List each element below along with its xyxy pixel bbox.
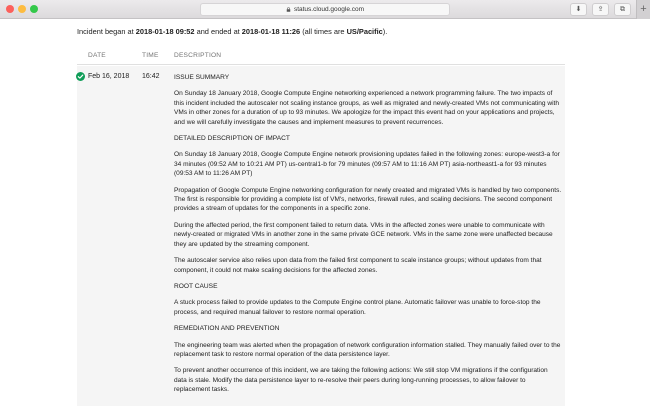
address-bar[interactable] xyxy=(200,3,450,16)
tz-prefix: (all times are xyxy=(300,27,347,36)
table-row xyxy=(77,66,565,406)
incident-updates-table xyxy=(77,43,565,406)
intro-prefix: Incident began at xyxy=(77,27,136,36)
update-time: 16:42 xyxy=(142,73,160,80)
heading-root-cause: ROOT CAUSE xyxy=(174,282,218,290)
remediation-text: The engineering team was alerted when the propagation of network configuration information stalled. They manually failed over to the replacement task to restore normal operation of the data persistence layer. xyxy=(174,341,561,358)
zoom-window-button[interactable] xyxy=(30,5,38,13)
new-tab-button[interactable] xyxy=(636,0,650,19)
issue-summary-text: On Sunday 18 January 2018, Google Compute Engine networking experienced a network programming failure. The two impacts of this incident included the autoscaler not scaling instance groups, as well as migrated and newly-created VMs not communicating with VMs in other zones for a duration of up to 93 minutes. We apologize for the impact this event had on your applications and projects, and we will carefully investigate the causes and implement measures to prevent recurrences. xyxy=(174,90,560,126)
minimize-window-button[interactable] xyxy=(18,5,26,13)
share-button[interactable] xyxy=(592,3,609,16)
heading-issue-summary: ISSUE SUMMARY xyxy=(174,74,230,81)
heading-detailed-impact: DETAILED DESCRIPTION OF IMPACT xyxy=(174,135,290,143)
table-header xyxy=(77,43,565,65)
tz-suffix: ). xyxy=(382,27,388,36)
propagation-text: Propagation of Google Compute Engine networking configuration for newly created and migrated VMs is handled by two components. The first is responsible for providing a complete list of VM's, networks, firewall rules, and scaling decisions. The second component provides a stream of updates for the components in a specific zone. xyxy=(174,186,562,213)
incident-start: 2018-01-18 09:52 xyxy=(135,27,195,36)
header-time: TIME xyxy=(142,52,159,59)
download-button[interactable] xyxy=(570,3,587,16)
check-circle-icon xyxy=(76,72,85,81)
show-tabs-button[interactable] xyxy=(614,3,631,16)
affected-period-text: During the affected period, the first component failed to return data. VMs in the affected zones were unable to communicate with newly-created or migrated VMs in another zone in the same private GCE network. VMs in the same zone were unaffected because they are updated by the streaming component. xyxy=(174,221,553,248)
page-content xyxy=(0,19,650,406)
heading-remediation: REMEDIATION AND PREVENTION xyxy=(174,325,280,333)
intro-middle: and ended at xyxy=(194,27,242,36)
close-window-button[interactable] xyxy=(6,5,14,13)
browser-toolbar xyxy=(0,0,650,19)
header-date: DATE xyxy=(88,52,106,59)
lock-icon xyxy=(286,7,291,12)
tabs-icon: ⧉ xyxy=(620,6,625,13)
autoscaler-text: The autoscaler service also relies upon data from the failed first component to scale instance groups; without updates from that component, it could not make scaling decisions for the affected zones. xyxy=(174,257,542,274)
download-icon: ⬇ xyxy=(575,6,582,13)
incident-end: 2018-01-18 11:26 xyxy=(241,27,301,36)
incident-timeframe xyxy=(77,27,577,37)
prevention-text: To prevent another occurrence of this incident, we are taking the following actions: We still stop VM migrations if the configuration data is stale. Modify the data persistence layer to re-resolve their peers during long-running processes, to allow failover to replacement tasks. xyxy=(174,367,548,394)
share-icon: ⇪ xyxy=(597,6,604,13)
root-cause-text: A stuck process failed to provide updates to the Compute Engine control plane. Automatic failover was unable to force-stop the process, and required manual failover to restore normal operation. xyxy=(174,299,541,316)
timezone: US/Pacific xyxy=(346,27,383,36)
header-description: DESCRIPTION xyxy=(174,52,222,59)
impact-zones-text: On Sunday 18 January 2018, Google Compute Engine network provisioning updates failed in the following zones: europe-west3-a for 34 minutes (09:52 AM to 10:21 AM PT) us-central1-b for 79 minutes (09:57 AM to 11:16 AM PT) asia-northeast1-a for 93 minutes (09:53 AM to 11:26 AM PT) xyxy=(174,151,560,178)
url-text: status.cloud.google.com xyxy=(293,6,365,13)
plus-icon: + xyxy=(640,3,647,15)
update-date: Feb 16, 2018 xyxy=(88,73,130,80)
update-description xyxy=(174,73,562,402)
